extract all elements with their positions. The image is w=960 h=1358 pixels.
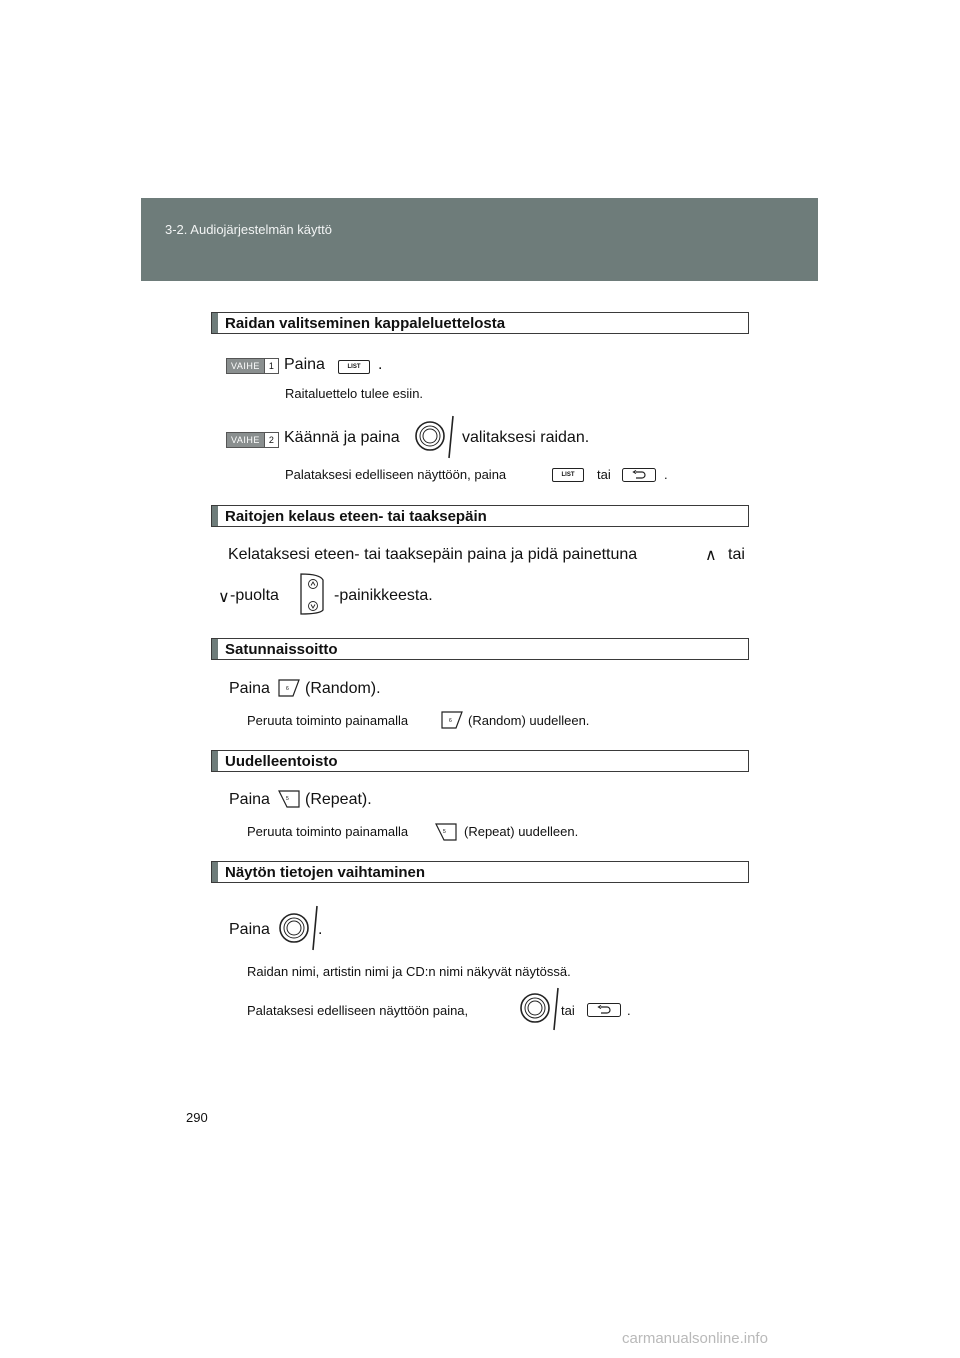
step-badge-2 [226,432,279,448]
repeat-note: Peruuta toiminto painamalla [247,824,409,839]
step-badge-number: 2 [264,433,278,447]
random-instruction: Paina [229,680,270,697]
step-badge-number: 1 [264,359,278,373]
preset-5-button-icon [278,790,300,808]
step-2-note-or: tai [597,467,611,482]
display-note-2: Palataksesi edelliseen näyttöön paina, [247,1003,469,1018]
step-1-text-end: . [378,356,383,373]
list-button-icon: LIST [338,360,370,374]
heading-accent [212,506,218,526]
seek-instruction-end: -painikkeesta. [334,587,433,604]
preset-6-button-icon [278,679,300,697]
display-instruction-end: . [318,921,323,938]
tune-knob-icon [518,986,562,1032]
section-heading-repeat [211,750,749,772]
header-band [141,198,818,281]
down-symbol: ∨ [218,589,230,606]
preset-6-label: 6 [286,686,289,692]
display-note-2-end: . [627,1003,631,1018]
section-heading-text: Satunnaissoitto [225,641,338,658]
heading-accent [212,862,218,882]
section-heading-text: Raidan valitseminen kappaleluettelosta [225,315,506,332]
preset-5-button-icon [435,823,457,841]
up-symbol: ∧ [705,547,717,564]
display-instruction: Paina [229,921,270,938]
preset-5-label: 5 [286,796,289,802]
step-2-text-end: valitaksesi raidan. [462,429,590,446]
repeat-instruction-end: (Repeat). [305,791,372,808]
tune-knob-icon [413,414,457,460]
section-heading-text: Uudelleentoisto [225,753,338,770]
random-instruction-end: (Random). [305,680,381,697]
list-button-icon: LIST [552,468,584,482]
step-2-note-end: . [664,467,668,482]
display-note-2-or: tai [561,1003,575,1018]
seek-up-down-button-icon [298,572,328,616]
section-heading-display-info [211,861,749,883]
seek-instruction-line2: -puolta [230,587,279,604]
watermark: carmanualsonline.info [622,1330,768,1347]
section-heading-track-selection [211,312,749,334]
step-1-text: Paina [284,356,325,373]
section-heading-text: Raitojen kelaus eteen- tai taaksepäin [225,508,487,525]
repeat-instruction: Paina [229,791,270,808]
preset-6-label: 6 [449,718,452,724]
section-heading-fast-forward [211,505,749,527]
preset-6-button-icon [441,711,463,729]
tune-knob-icon [277,904,321,952]
preset-5-label: 5 [443,829,446,835]
step-badge-1 [226,358,279,374]
step-badge-label: VAIHE [227,359,264,373]
back-button-icon [587,1003,621,1017]
step-badge-label: VAIHE [227,433,264,447]
section-heading-random [211,638,749,660]
random-note-end: (Random) uudelleen. [468,713,590,728]
heading-accent [212,639,218,659]
seek-instruction-line1: Kelataksesi eteen- tai taaksepäin paina ja pidä painettuna [228,546,638,563]
seek-instruction-or: tai [728,546,745,563]
section-heading-text: Näytön tietojen vaihtaminen [225,864,426,881]
step-1-note: Raitaluettelo tulee esiin. [285,386,424,401]
random-note: Peruuta toiminto painamalla [247,713,409,728]
heading-accent [212,751,218,771]
heading-accent [212,313,218,333]
section-title: 3-2. Audiojärjestelmän käyttö [165,222,332,237]
back-button-icon [622,468,656,482]
step-2-note: Palataksesi edelliseen näyttöön, paina [285,467,507,482]
repeat-note-end: (Repeat) uudelleen. [464,824,579,839]
page-number: 290 [186,1110,208,1125]
display-note-1: Raidan nimi, artistin nimi ja CD:n nimi näkyvät näytössä. [247,964,571,979]
step-2-text: Käännä ja paina [284,429,400,446]
